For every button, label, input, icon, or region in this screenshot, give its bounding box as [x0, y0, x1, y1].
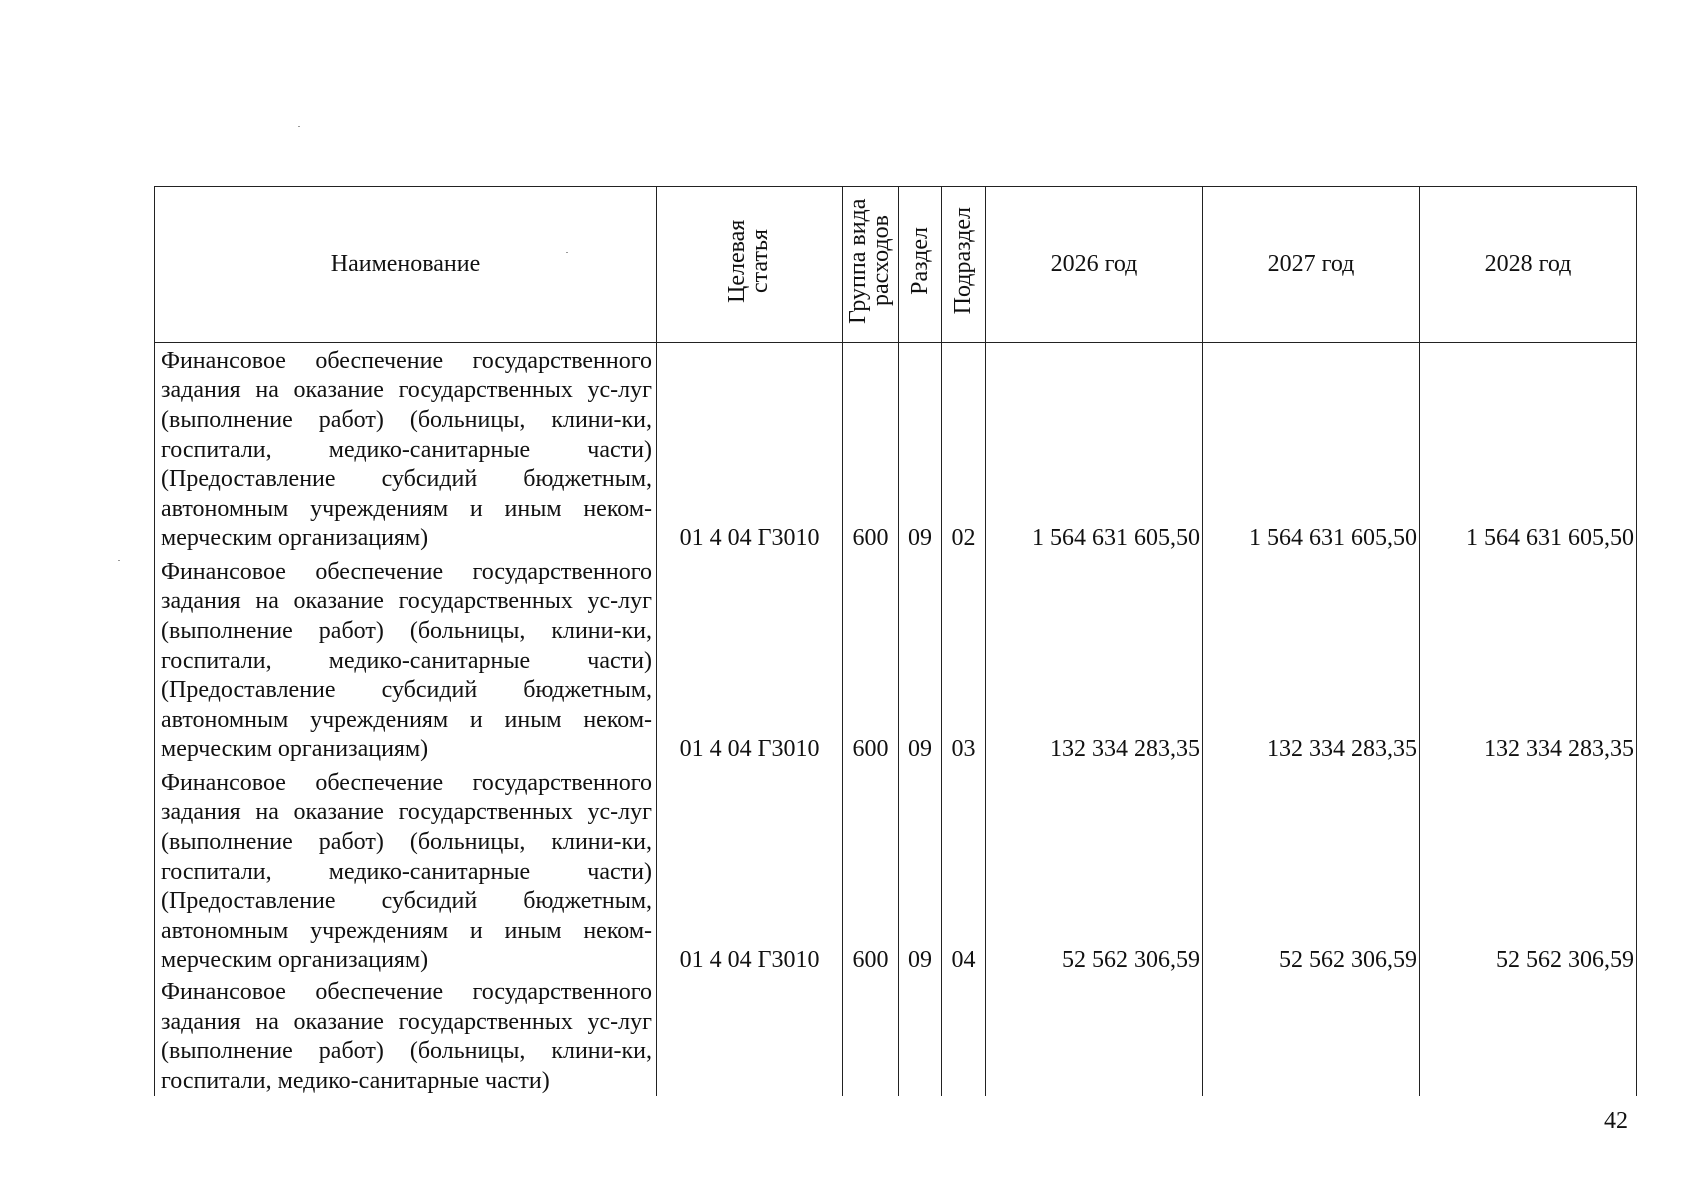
row-section: [899, 976, 942, 1096]
row-expense-group: [843, 976, 899, 1096]
row-section: 09: [899, 343, 942, 555]
table-row: [155, 765, 1637, 976]
row-target-article: 01 4 04 Г3010: [657, 765, 843, 976]
table-header-row: [155, 187, 1637, 343]
row-amount-2027: [1203, 976, 1420, 1096]
row-subsection: 04: [942, 765, 986, 976]
row-expense-group: 600: [843, 765, 899, 976]
row-amount-2026: 52 562 306,59: [986, 765, 1203, 976]
row-amount-2028: 52 562 306,59: [1420, 765, 1637, 976]
row-amount-2026: [986, 976, 1203, 1096]
row-amount-2026: 132 334 283,35: [986, 554, 1203, 765]
header-year-2026: 2026 год: [986, 187, 1203, 343]
table-row-continued: [155, 976, 1637, 1096]
row-expense-group: 600: [843, 554, 899, 765]
page-number: 42: [1604, 1108, 1628, 1134]
row-section: 09: [899, 765, 942, 976]
table-row: [155, 554, 1637, 765]
row-name: Финансовое обеспечение государственного задания на оказание государственных ус-луг (выполнение работ) (больницы, клини-ки, госпитали, медико-санитарные части) (Предоставление субсидий бюджетным, автономным учреждениям и иным неком-мерческим организациям): [155, 554, 657, 765]
row-amount-2028: 1 564 631 605,50: [1420, 343, 1637, 555]
row-amount-2027: 1 564 631 605,50: [1203, 343, 1420, 555]
header-subsection: Подраздел: [942, 187, 986, 343]
row-name: Финансовое обеспечение государственного задания на оказание государственных ус-луг (выполнение работ) (больницы, клини-ки, госпитали, медико-санитарные части) (Предоставление субсидий бюджетным, автономным учреждениям и иным неком-мерческим организациям): [155, 343, 657, 555]
row-section: 09: [899, 554, 942, 765]
row-target-article: 01 4 04 Г3010: [657, 554, 843, 765]
row-subsection: [942, 976, 986, 1096]
row-target-article: [657, 976, 843, 1096]
row-name: Финансовое обеспечение государственного задания на оказание государственных ус-луг (выполнение работ) (больницы, клини-ки, госпитали, медико-санитарные части): [155, 976, 657, 1096]
scan-speck: [118, 560, 120, 561]
row-amount-2027: 52 562 306,59: [1203, 765, 1420, 976]
row-expense-group: 600: [843, 343, 899, 555]
header-year-2028: 2028 год: [1420, 187, 1637, 343]
row-amount-2028: [1420, 976, 1637, 1096]
row-amount-2026: 1 564 631 605,50: [986, 343, 1203, 555]
scan-speck: [298, 126, 300, 127]
row-amount-2028: 132 334 283,35: [1420, 554, 1637, 765]
table-row: [155, 343, 1637, 555]
row-subsection: 02: [942, 343, 986, 555]
header-section: Раздел: [899, 187, 942, 343]
header-year-2027: 2027 год: [1203, 187, 1420, 343]
row-target-article: 01 4 04 Г3010: [657, 343, 843, 555]
scan-speck: [566, 252, 568, 253]
budget-table: [154, 186, 1637, 1096]
header-expense-group: Группа вида расходов: [843, 187, 899, 343]
row-subsection: 03: [942, 554, 986, 765]
row-name: Финансовое обеспечение государственного задания на оказание государственных ус-луг (выполнение работ) (больницы, клини-ки, госпитали, медико-санитарные части) (Предоставление субсидий бюджетным, автономным учреждениям и иным неком-мерческим организациям): [155, 765, 657, 976]
header-name: Наименование: [155, 187, 657, 343]
header-target-article: Целевая статья: [657, 187, 843, 343]
row-amount-2027: 132 334 283,35: [1203, 554, 1420, 765]
